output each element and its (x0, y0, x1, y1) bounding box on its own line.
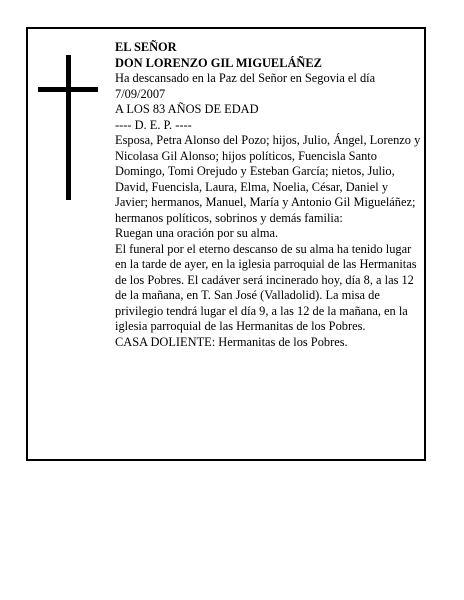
cross-vertical-bar (66, 55, 71, 200)
prayer-request: Ruegan una oración por su alma. (115, 226, 279, 240)
obituary-text (115, 40, 421, 350)
cross-icon (38, 55, 98, 200)
title-line-1: EL SEÑOR (115, 40, 177, 54)
obituary-notice (26, 27, 426, 461)
services-info: El funeral por el eterno descanso de su alma ha tenido lugar en la tarde de ayer, en la iglesia parroquial de las Hermanitas de los Pobres. El cadáver será incinerado hoy, día 8, a las 12 de la mañana, en T. San José (Valladolid). La misa de privilegio tendrá lugar el día 9, a las 12 de la mañana, en la iglesia parroquial de las Hermanitas de los Pobres. (115, 241, 417, 333)
deceased-name: DON LORENZO GIL MIGUELÁÑEZ (115, 55, 322, 70)
age-statement: A LOS 83 AÑOS DE EDAD (115, 102, 259, 116)
family-list: Esposa, Petra Alonso del Pozo; hijos, Julio, Ángel, Lorenzo y Nicolasa Gil Alonso; hijos políticos, Fuencisla Santo Domingo, Tomi Orejudo y Esteban García; nietos, Julio, David, Fuencisla, Laura, Elma, Noelia, César, Daniel y Javier; hermanos, Manuel, María y Antonio Gil Migueláñez; hermanos políticos, sobrinos y demás familia: (115, 133, 421, 225)
mourning-house: CASA DOLIENTE: Hermanitas de los Pobres. (115, 334, 348, 349)
cross-horizontal-bar (38, 87, 98, 92)
death-statement: Ha descansado en la Paz del Señor en Segovia el día 7/09/2007 (115, 71, 376, 101)
rip-line: ---- D. E. P. ---- (115, 117, 192, 132)
